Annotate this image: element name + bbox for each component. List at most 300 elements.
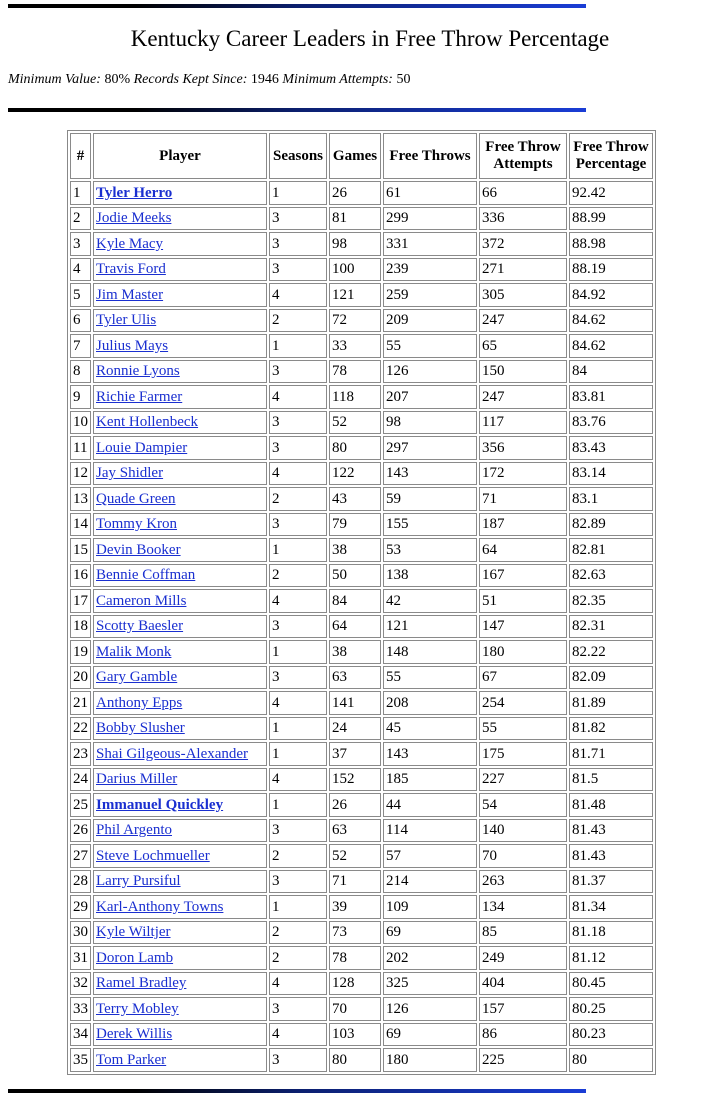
free-throw-percentage-cell: 82.22 — [569, 640, 653, 664]
free-throws-cell: 259 — [383, 283, 477, 307]
player-link[interactable]: Tyler Ulis — [93, 309, 267, 333]
free-throw-percentage-cell: 88.19 — [569, 258, 653, 282]
free-throws-cell: 331 — [383, 232, 477, 256]
free-throws-cell: 214 — [383, 870, 477, 894]
seasons-cell: 1 — [269, 793, 327, 817]
free-throws-cell: 207 — [383, 385, 477, 409]
seasons-cell: 3 — [269, 258, 327, 282]
table-row — [70, 181, 653, 205]
free-throw-percentage-cell: 84.92 — [569, 283, 653, 307]
games-cell: 52 — [329, 844, 381, 868]
player-link[interactable]: Doron Lamb — [93, 946, 267, 970]
player-link[interactable]: Scotty Baesler — [93, 615, 267, 639]
table-row — [70, 462, 653, 486]
free-throw-percentage-cell: 82.09 — [569, 666, 653, 690]
free-throws-cell: 126 — [383, 360, 477, 384]
criteria-line — [8, 72, 410, 88]
free-throw-attempts-cell: 271 — [479, 258, 567, 282]
seasons-cell: 1 — [269, 895, 327, 919]
free-throws-cell: 185 — [383, 768, 477, 792]
rank-cell: 33 — [70, 997, 91, 1021]
free-throw-percentage-cell: 82.89 — [569, 513, 653, 537]
games-cell: 79 — [329, 513, 381, 537]
table-row — [70, 513, 653, 537]
free-throw-percentage-cell: 81.5 — [569, 768, 653, 792]
free-throw-attempts-cell: 305 — [479, 283, 567, 307]
free-throw-attempts-cell: 372 — [479, 232, 567, 256]
player-link[interactable]: Shai Gilgeous-Alexander — [93, 742, 267, 766]
seasons-cell: 3 — [269, 436, 327, 460]
player-link[interactable]: Karl-Anthony Towns — [93, 895, 267, 919]
rank-cell: 14 — [70, 513, 91, 537]
table-row — [70, 640, 653, 664]
player-link[interactable]: Anthony Epps — [93, 691, 267, 715]
player-link[interactable]: Kyle Macy — [93, 232, 267, 256]
player-link[interactable]: Darius Miller — [93, 768, 267, 792]
free-throws-cell: 202 — [383, 946, 477, 970]
player-link[interactable]: Bennie Coffman — [93, 564, 267, 588]
player-link[interactable]: Gary Gamble — [93, 666, 267, 690]
table-row — [70, 283, 653, 307]
table-row — [70, 742, 653, 766]
table-row — [70, 895, 653, 919]
table-row — [70, 564, 653, 588]
header-free-throw-attempts: Free Throw Attempts — [479, 133, 567, 179]
seasons-cell: 1 — [269, 538, 327, 562]
free-throw-attempts-cell: 157 — [479, 997, 567, 1021]
free-throw-attempts-cell: 263 — [479, 870, 567, 894]
header-seasons: Seasons — [269, 133, 327, 179]
free-throw-attempts-cell: 134 — [479, 895, 567, 919]
table-row — [70, 921, 653, 945]
free-throw-attempts-cell: 172 — [479, 462, 567, 486]
rank-cell: 29 — [70, 895, 91, 919]
free-throw-attempts-cell: 64 — [479, 538, 567, 562]
games-cell: 121 — [329, 283, 381, 307]
header-free-throw-percentage: Free Throw Percentage — [569, 133, 653, 179]
free-throws-cell: 55 — [383, 666, 477, 690]
games-cell: 128 — [329, 972, 381, 996]
free-throw-attempts-cell: 187 — [479, 513, 567, 537]
rank-cell: 6 — [70, 309, 91, 333]
free-throw-percentage-cell: 81.43 — [569, 844, 653, 868]
free-throw-percentage-cell: 84 — [569, 360, 653, 384]
free-throw-percentage-cell: 81.71 — [569, 742, 653, 766]
rank-cell: 30 — [70, 921, 91, 945]
free-throw-attempts-cell: 55 — [479, 717, 567, 741]
seasons-cell: 2 — [269, 844, 327, 868]
free-throw-percentage-cell: 81.12 — [569, 946, 653, 970]
header-player: Player — [93, 133, 267, 179]
free-throws-cell: 126 — [383, 997, 477, 1021]
games-cell: 64 — [329, 615, 381, 639]
table-row — [70, 334, 653, 358]
games-cell: 33 — [329, 334, 381, 358]
seasons-cell: 3 — [269, 1048, 327, 1072]
seasons-cell: 2 — [269, 946, 327, 970]
rank-cell: 22 — [70, 717, 91, 741]
seasons-cell: 4 — [269, 972, 327, 996]
games-cell: 26 — [329, 181, 381, 205]
seasons-cell: 2 — [269, 921, 327, 945]
free-throw-attempts-cell: 404 — [479, 972, 567, 996]
free-throws-cell: 143 — [383, 462, 477, 486]
rank-cell: 8 — [70, 360, 91, 384]
free-throw-attempts-cell: 336 — [479, 207, 567, 231]
seasons-cell: 3 — [269, 997, 327, 1021]
player-link[interactable]: Malik Monk — [93, 640, 267, 664]
player-link[interactable]: Travis Ford — [93, 258, 267, 282]
free-throws-cell: 55 — [383, 334, 477, 358]
table-body — [70, 181, 653, 1072]
table-row — [70, 615, 653, 639]
free-throw-percentage-cell: 82.31 — [569, 615, 653, 639]
games-cell: 78 — [329, 360, 381, 384]
free-throws-cell: 209 — [383, 309, 477, 333]
rank-cell: 15 — [70, 538, 91, 562]
rank-cell: 26 — [70, 819, 91, 843]
free-throw-attempts-cell: 225 — [479, 1048, 567, 1072]
player-link[interactable]: Devin Booker — [93, 538, 267, 562]
games-cell: 38 — [329, 538, 381, 562]
player-link[interactable]: Ramel Bradley — [93, 972, 267, 996]
player-link[interactable]: Steve Lochmueller — [93, 844, 267, 868]
free-throw-attempts-cell: 247 — [479, 309, 567, 333]
player-link[interactable]: Jodie Meeks — [93, 207, 267, 231]
player-link[interactable]: Jim Master — [93, 283, 267, 307]
table-row — [70, 844, 653, 868]
table-row — [70, 717, 653, 741]
rank-cell: 17 — [70, 589, 91, 613]
leaders-table — [67, 130, 656, 1075]
seasons-cell: 1 — [269, 640, 327, 664]
free-throw-percentage-cell: 81.34 — [569, 895, 653, 919]
rank-cell: 5 — [70, 283, 91, 307]
table-row — [70, 793, 653, 817]
rank-cell: 18 — [70, 615, 91, 639]
player-link[interactable]: Tyler Herro — [93, 181, 267, 205]
free-throw-attempts-cell: 167 — [479, 564, 567, 588]
table-row — [70, 411, 653, 435]
player-link[interactable]: Kent Hollenbeck — [93, 411, 267, 435]
seasons-cell: 4 — [269, 283, 327, 307]
free-throw-attempts-cell: 117 — [479, 411, 567, 435]
free-throws-cell: 180 — [383, 1048, 477, 1072]
free-throw-attempts-cell: 247 — [479, 385, 567, 409]
free-throws-cell: 148 — [383, 640, 477, 664]
free-throw-attempts-cell: 249 — [479, 946, 567, 970]
free-throw-percentage-cell: 83.76 — [569, 411, 653, 435]
seasons-cell: 3 — [269, 411, 327, 435]
rank-cell: 24 — [70, 768, 91, 792]
table-row — [70, 1048, 653, 1072]
rank-cell: 28 — [70, 870, 91, 894]
games-cell: 103 — [329, 1023, 381, 1047]
games-cell: 37 — [329, 742, 381, 766]
table-row — [70, 258, 653, 282]
free-throw-percentage-cell: 84.62 — [569, 309, 653, 333]
free-throw-percentage-cell: 80 — [569, 1048, 653, 1072]
free-throws-cell: 45 — [383, 717, 477, 741]
free-throws-cell: 143 — [383, 742, 477, 766]
table-header-row — [70, 133, 653, 179]
free-throw-percentage-cell: 81.48 — [569, 793, 653, 817]
free-throw-percentage-cell: 82.35 — [569, 589, 653, 613]
games-cell: 26 — [329, 793, 381, 817]
games-cell: 122 — [329, 462, 381, 486]
games-cell: 152 — [329, 768, 381, 792]
free-throws-cell: 121 — [383, 615, 477, 639]
table-row — [70, 997, 653, 1021]
seasons-cell: 3 — [269, 870, 327, 894]
table-row — [70, 870, 653, 894]
free-throw-attempts-cell: 254 — [479, 691, 567, 715]
top-divider — [8, 4, 586, 8]
header-games: Games — [329, 133, 381, 179]
games-cell: 80 — [329, 1048, 381, 1072]
seasons-cell: 4 — [269, 462, 327, 486]
records-since-label: Records Kept Since: — [133, 72, 248, 87]
free-throw-attempts-cell: 86 — [479, 1023, 567, 1047]
rank-cell: 34 — [70, 1023, 91, 1047]
free-throw-percentage-cell: 92.42 — [569, 181, 653, 205]
seasons-cell: 4 — [269, 691, 327, 715]
games-cell: 70 — [329, 997, 381, 1021]
free-throw-attempts-cell: 65 — [479, 334, 567, 358]
rank-cell: 9 — [70, 385, 91, 409]
free-throw-percentage-cell: 80.45 — [569, 972, 653, 996]
min-attempts-label: Minimum Attempts: — [282, 72, 393, 87]
seasons-cell: 4 — [269, 385, 327, 409]
games-cell: 52 — [329, 411, 381, 435]
player-link[interactable]: Kyle Wiltjer — [93, 921, 267, 945]
free-throw-attempts-cell: 71 — [479, 487, 567, 511]
free-throws-cell: 44 — [383, 793, 477, 817]
free-throws-cell: 59 — [383, 487, 477, 511]
free-throw-percentage-cell: 82.63 — [569, 564, 653, 588]
player-link[interactable]: Immanuel Quickley — [93, 793, 267, 817]
rank-cell: 20 — [70, 666, 91, 690]
rank-cell: 27 — [70, 844, 91, 868]
rank-cell: 10 — [70, 411, 91, 435]
table-row — [70, 207, 653, 231]
free-throws-cell: 61 — [383, 181, 477, 205]
player-link[interactable]: Bobby Slusher — [93, 717, 267, 741]
rank-cell: 12 — [70, 462, 91, 486]
free-throws-cell: 325 — [383, 972, 477, 996]
min-value-label: Minimum Value: — [8, 72, 101, 87]
rank-cell: 13 — [70, 487, 91, 511]
games-cell: 78 — [329, 946, 381, 970]
free-throw-percentage-cell: 84.62 — [569, 334, 653, 358]
free-throw-percentage-cell: 83.14 — [569, 462, 653, 486]
free-throws-cell: 114 — [383, 819, 477, 843]
free-throw-attempts-cell: 85 — [479, 921, 567, 945]
player-link[interactable]: Cameron Mills — [93, 589, 267, 613]
free-throw-attempts-cell: 66 — [479, 181, 567, 205]
table-row — [70, 538, 653, 562]
player-link[interactable]: Derek Willis — [93, 1023, 267, 1047]
seasons-cell: 3 — [269, 819, 327, 843]
games-cell: 24 — [329, 717, 381, 741]
seasons-cell: 1 — [269, 334, 327, 358]
table-row — [70, 768, 653, 792]
games-cell: 38 — [329, 640, 381, 664]
seasons-cell: 1 — [269, 717, 327, 741]
free-throws-cell: 138 — [383, 564, 477, 588]
free-throws-cell: 155 — [383, 513, 477, 537]
free-throws-cell: 69 — [383, 921, 477, 945]
games-cell: 50 — [329, 564, 381, 588]
table-row — [70, 232, 653, 256]
seasons-cell: 2 — [269, 309, 327, 333]
games-cell: 118 — [329, 385, 381, 409]
header-rank: # — [70, 133, 91, 179]
table-row — [70, 385, 653, 409]
rank-cell: 21 — [70, 691, 91, 715]
free-throw-percentage-cell: 81.89 — [569, 691, 653, 715]
games-cell: 100 — [329, 258, 381, 282]
free-throws-cell: 98 — [383, 411, 477, 435]
games-cell: 73 — [329, 921, 381, 945]
header-free-throws: Free Throws — [383, 133, 477, 179]
free-throws-cell: 239 — [383, 258, 477, 282]
seasons-cell: 4 — [269, 589, 327, 613]
free-throw-attempts-cell: 227 — [479, 768, 567, 792]
free-throws-cell: 53 — [383, 538, 477, 562]
free-throw-percentage-cell: 80.25 — [569, 997, 653, 1021]
player-link[interactable]: Larry Pursiful — [93, 870, 267, 894]
free-throws-cell: 42 — [383, 589, 477, 613]
free-throws-cell: 297 — [383, 436, 477, 460]
free-throw-percentage-cell: 81.37 — [569, 870, 653, 894]
bottom-divider — [8, 1089, 586, 1093]
games-cell: 98 — [329, 232, 381, 256]
seasons-cell: 1 — [269, 181, 327, 205]
free-throw-attempts-cell: 140 — [479, 819, 567, 843]
table-row — [70, 691, 653, 715]
free-throw-attempts-cell: 175 — [479, 742, 567, 766]
table-row — [70, 819, 653, 843]
free-throw-attempts-cell: 147 — [479, 615, 567, 639]
table-row — [70, 360, 653, 384]
games-cell: 43 — [329, 487, 381, 511]
free-throw-percentage-cell: 83.1 — [569, 487, 653, 511]
free-throw-percentage-cell: 88.99 — [569, 207, 653, 231]
games-cell: 141 — [329, 691, 381, 715]
rank-cell: 25 — [70, 793, 91, 817]
games-cell: 80 — [329, 436, 381, 460]
rank-cell: 16 — [70, 564, 91, 588]
player-link[interactable]: Julius Mays — [93, 334, 267, 358]
free-throw-percentage-cell: 88.98 — [569, 232, 653, 256]
free-throw-attempts-cell: 70 — [479, 844, 567, 868]
free-throw-percentage-cell: 80.23 — [569, 1023, 653, 1047]
free-throw-percentage-cell: 81.43 — [569, 819, 653, 843]
free-throws-cell: 208 — [383, 691, 477, 715]
table-row — [70, 487, 653, 511]
rank-cell: 11 — [70, 436, 91, 460]
free-throws-cell: 299 — [383, 207, 477, 231]
table-row — [70, 666, 653, 690]
min-value: 80% — [104, 72, 131, 87]
player-link[interactable]: Ronnie Lyons — [93, 360, 267, 384]
rank-cell: 31 — [70, 946, 91, 970]
header-divider — [8, 108, 586, 112]
free-throw-percentage-cell: 82.81 — [569, 538, 653, 562]
free-throw-attempts-cell: 150 — [479, 360, 567, 384]
table-row — [70, 436, 653, 460]
games-cell: 63 — [329, 666, 381, 690]
player-link[interactable]: Terry Mobley — [93, 997, 267, 1021]
games-cell: 71 — [329, 870, 381, 894]
table-row — [70, 972, 653, 996]
seasons-cell: 1 — [269, 742, 327, 766]
rank-cell: 35 — [70, 1048, 91, 1072]
table-row — [70, 946, 653, 970]
min-attempts: 50 — [396, 72, 411, 87]
games-cell: 39 — [329, 895, 381, 919]
games-cell: 84 — [329, 589, 381, 613]
seasons-cell: 4 — [269, 1023, 327, 1047]
player-link[interactable]: Phil Argento — [93, 819, 267, 843]
table-row — [70, 1023, 653, 1047]
player-link[interactable]: Louie Dampier — [93, 436, 267, 460]
rank-cell: 32 — [70, 972, 91, 996]
rank-cell: 7 — [70, 334, 91, 358]
seasons-cell: 2 — [269, 487, 327, 511]
seasons-cell: 3 — [269, 360, 327, 384]
seasons-cell: 3 — [269, 207, 327, 231]
free-throw-attempts-cell: 356 — [479, 436, 567, 460]
page-title: Kentucky Career Leaders in Free Throw Percentage — [130, 26, 610, 51]
rank-cell: 23 — [70, 742, 91, 766]
records-since: 1946 — [250, 72, 279, 87]
free-throw-attempts-cell: 67 — [479, 666, 567, 690]
seasons-cell: 3 — [269, 232, 327, 256]
seasons-cell: 3 — [269, 513, 327, 537]
player-link[interactable]: Jay Shidler — [93, 462, 267, 486]
games-cell: 63 — [329, 819, 381, 843]
rank-cell: 2 — [70, 207, 91, 231]
free-throws-cell: 109 — [383, 895, 477, 919]
games-cell: 81 — [329, 207, 381, 231]
free-throw-percentage-cell: 83.43 — [569, 436, 653, 460]
seasons-cell: 3 — [269, 615, 327, 639]
free-throws-cell: 69 — [383, 1023, 477, 1047]
table-row — [70, 589, 653, 613]
seasons-cell: 2 — [269, 564, 327, 588]
free-throw-attempts-cell: 51 — [479, 589, 567, 613]
rank-cell: 1 — [70, 181, 91, 205]
seasons-cell: 3 — [269, 666, 327, 690]
player-link[interactable]: Tom Parker — [93, 1048, 267, 1072]
free-throw-attempts-cell: 180 — [479, 640, 567, 664]
rank-cell: 4 — [70, 258, 91, 282]
player-link[interactable]: Quade Green — [93, 487, 267, 511]
free-throw-percentage-cell: 81.82 — [569, 717, 653, 741]
rank-cell: 3 — [70, 232, 91, 256]
free-throw-percentage-cell: 81.18 — [569, 921, 653, 945]
player-link[interactable]: Tommy Kron — [93, 513, 267, 537]
games-cell: 72 — [329, 309, 381, 333]
rank-cell: 19 — [70, 640, 91, 664]
table-row — [70, 309, 653, 333]
seasons-cell: 4 — [269, 768, 327, 792]
free-throw-percentage-cell: 83.81 — [569, 385, 653, 409]
player-link[interactable]: Richie Farmer — [93, 385, 267, 409]
free-throws-cell: 57 — [383, 844, 477, 868]
